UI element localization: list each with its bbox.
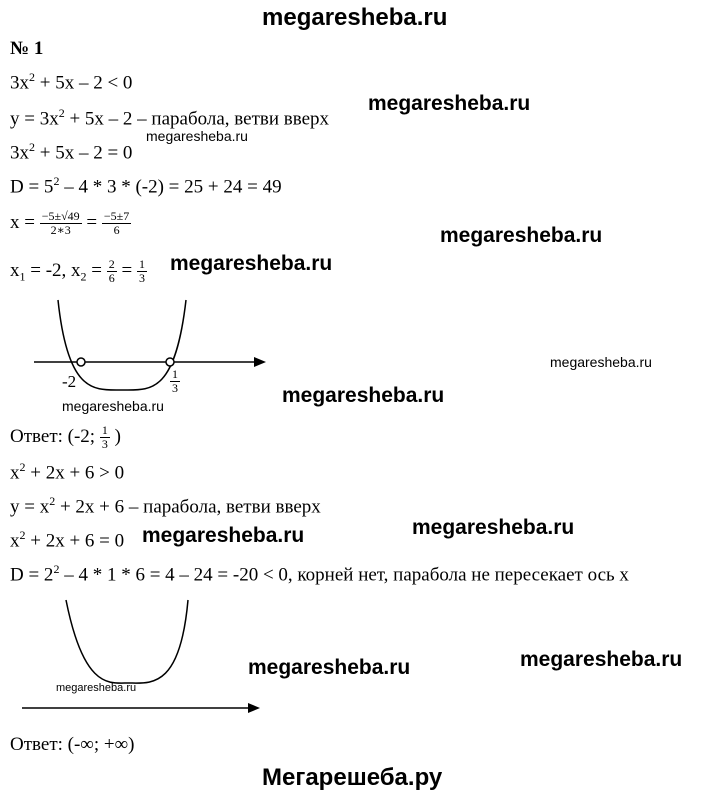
watermark: megaresheba.ru: [56, 682, 137, 694]
graph-2: [22, 600, 260, 713]
site-header[interactable]: megaresheba.ru: [262, 4, 448, 31]
inequality-1: $3x^2 + 5x - 2 < 0$: [10, 70, 133, 94]
watermark: megaresheba.ru: [440, 224, 603, 247]
answer-2: Ответ: (-∞; +∞): [10, 734, 135, 755]
watermark: megaresheba.ru: [170, 252, 333, 275]
watermark: megaresheba.ru: [412, 516, 575, 539]
watermark: megaresheba.ru: [248, 656, 411, 679]
watermark: megaresheba.ru: [146, 128, 248, 144]
x-axis-arrow-2: [248, 703, 260, 713]
x-axis-arrow-1: [254, 357, 266, 367]
parabola-2-description: $y = x^2 + 2x + 6$ – парабола, ветви вверх: [10, 494, 321, 518]
fraction-simplified: $\frac{-5\pm 7}{6}$: [103, 209, 130, 237]
discriminant-2: $D = 2^2 - 4 * 1 * 6 = 4 - 24 = -20 < 0$, корней нет, парабола не пересекает ось x: [10, 562, 629, 586]
fraction-root-1-3: $\frac{1}{3}$: [138, 257, 145, 285]
watermark: megaresheba.ru: [282, 384, 445, 407]
fraction-root-2-6: $\frac{2}{6}$: [108, 257, 115, 285]
task-number: № 1: [10, 38, 44, 59]
parabola-1-description: $y = 3x^2 + 5x - 2$ – парабола, ветви вверх: [10, 106, 330, 130]
site-footer[interactable]: Мегарешеба.ру: [262, 764, 443, 791]
roots-formula-1: x = $\frac{-5\pm√49}{2∗3}$ = $\frac{-5\pm 7}{6}$: [10, 209, 130, 237]
inequality-2: $x^2 + 2x + 6 > 0$: [10, 460, 125, 484]
equation-1: $3x^2 + 5x - 2 = 0$: [10, 140, 133, 164]
root-point-right: [166, 358, 174, 366]
answer-1: Ответ: (-2; $\frac{1}{3}$ ): [10, 423, 121, 451]
watermark: megaresheba.ru: [520, 648, 683, 671]
graph-label-minus-2: -2: [62, 372, 77, 391]
parabola-curve-1: [58, 300, 186, 390]
roots-values-1: $x_1 = -2$, $x_2$ = $\frac{2}{6}$ = $\frac{1}{3}$: [10, 257, 145, 285]
watermark: megaresheba.ru: [368, 92, 531, 115]
graph-label-one-third: $\frac{1}{3}$: [172, 367, 178, 395]
equation-2: $x^2 + 2x + 6 = 0$: [10, 528, 125, 552]
parabola-curve-2: [66, 600, 188, 683]
watermark: megaresheba.ru: [550, 354, 652, 370]
root-point-left: [77, 358, 85, 366]
watermark: megaresheba.ru: [62, 398, 164, 414]
watermark: megaresheba.ru: [142, 524, 305, 547]
fraction-sqrt: $\frac{-5\pm√49}{2∗3}$: [41, 209, 80, 237]
discriminant-1: $D = 5^2 - 4 * 3 * (-2) = 25 + 24 = 49$: [10, 174, 282, 198]
